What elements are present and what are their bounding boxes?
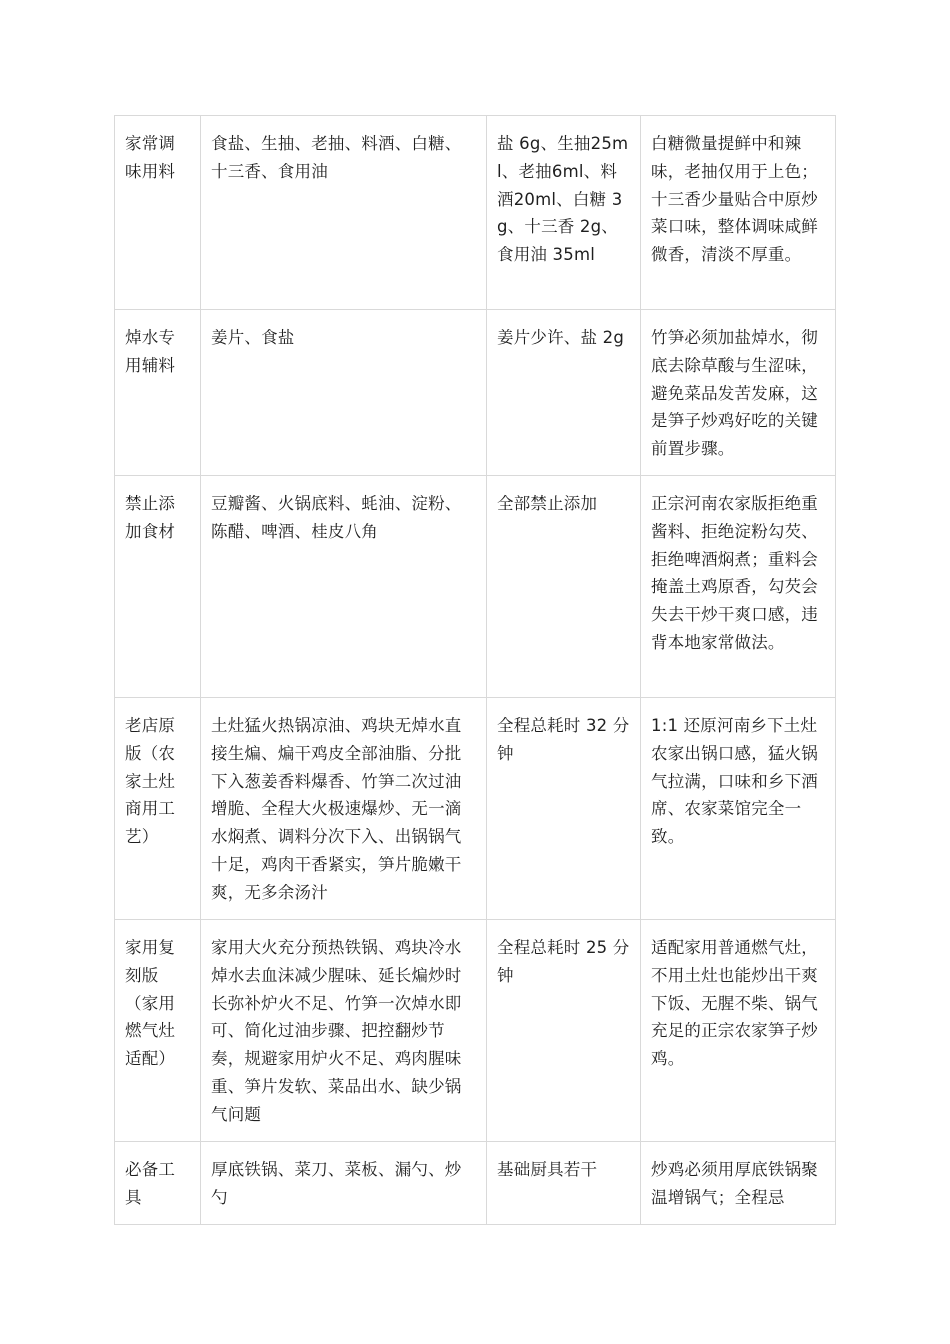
row-category-cell: 家常调味用料 — [115, 116, 201, 310]
table-row — [115, 476, 836, 698]
row-note-cell: 白糖微量提鲜中和辣味，老抽仅用于上色；十三香少量贴合中原炒菜口味，整体调味咸鲜微香，清淡不厚重。 — [641, 116, 836, 310]
table-row — [115, 698, 836, 920]
row-note-cell: 竹笋必须加盐焯水，彻底去除草酸与生涩味，避免菜品发苦发麻，这是笋子炒鸡好吃的关键前置步骤。 — [641, 310, 836, 476]
row-items-cell: 土灶猛火热锅凉油、鸡块无焯水直接生煸、煸干鸡皮全部油脂、分批下入葱姜香料爆香、竹笋二次过油增脆、全程大火极速爆炒、无一滴水焖煮、调料分次下入、出锅锅气十足，鸡肉干香紧实，笋片脆嫩干爽，无多余汤汁 — [201, 698, 487, 920]
row-items-cell: 姜片、食盐 — [201, 310, 487, 476]
row-note-cell: 正宗河南农家版拒绝重酱料、拒绝淀粉勾芡、拒绝啤酒焖煮；重料会掩盖土鸡原香，勾芡会失去干炒干爽口感，违背本地家常做法。 — [641, 476, 836, 698]
row-items-cell: 食盐、生抽、老抽、料酒、白糖、十三香、食用油 — [201, 116, 487, 310]
row-amount-cell: 盐 6g、生抽25ml、老抽6ml、料酒20ml、白糖 3g、十三香 2g、食用油 35ml — [487, 116, 641, 310]
row-category-cell: 老店原版（农家土灶商用工艺） — [115, 698, 201, 920]
row-items-cell: 豆瓣酱、火锅底料、蚝油、淀粉、陈醋、啤酒、桂皮八角 — [201, 476, 487, 698]
table-row — [115, 116, 836, 310]
row-amount-cell: 基础厨具若干 — [487, 1142, 641, 1225]
table-row — [115, 310, 836, 476]
row-category-cell: 禁止添加食材 — [115, 476, 201, 698]
row-amount-cell: 全程总耗时 25 分钟 — [487, 920, 641, 1142]
row-category-cell: 家用复刻版（家用燃气灶适配） — [115, 920, 201, 1142]
recipe-ingredient-table — [114, 115, 836, 1225]
row-items-cell: 厚底铁锅、菜刀、菜板、漏勺、炒勺 — [201, 1142, 487, 1225]
row-amount-cell: 全程总耗时 32 分钟 — [487, 698, 641, 920]
row-category-cell: 焯水专用辅料 — [115, 310, 201, 476]
row-amount-cell: 全部禁止添加 — [487, 476, 641, 698]
row-note-cell: 适配家用普通燃气灶，不用土灶也能炒出干爽下饭、无腥不柴、锅气充足的正宗农家笋子炒鸡。 — [641, 920, 836, 1142]
row-note-cell: 炒鸡必须用厚底铁锅聚温增锅气；全程忌 — [641, 1142, 836, 1225]
row-note-cell: 1:1 还原河南乡下土灶农家出锅口感，猛火锅气拉满，口味和乡下酒席、农家菜馆完全一致。 — [641, 698, 836, 920]
row-items-cell: 家用大火充分预热铁锅、鸡块冷水焯水去血沫减少腥味、延长煸炒时长弥补炉火不足、竹笋一次焯水即可、简化过油步骤、把控翻炒节奏，规避家用炉火不足、鸡肉腥味重、笋片发软、菜品出水、缺少锅气问题 — [201, 920, 487, 1142]
table-row — [115, 1142, 836, 1225]
row-amount-cell: 姜片少许、盐 2g — [487, 310, 641, 476]
table-row — [115, 920, 836, 1142]
row-category-cell: 必备工具 — [115, 1142, 201, 1225]
